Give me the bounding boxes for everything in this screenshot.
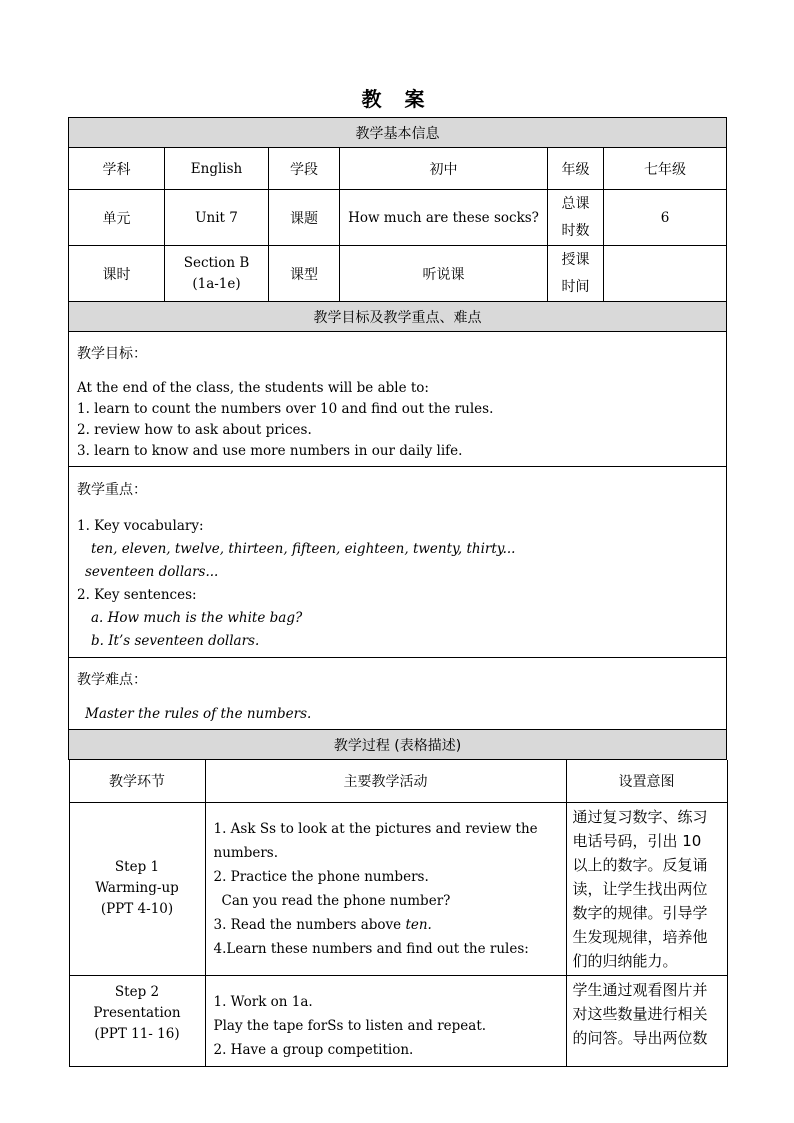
- activity-text: 3. Read the numbers above: [213, 916, 402, 933]
- goal-line: 2. review how to ask about prices.: [77, 422, 312, 438]
- label-grade: 年级: [548, 148, 604, 190]
- value-subject: English: [165, 148, 269, 190]
- step1-name-line1: Step 1: [114, 859, 160, 875]
- goal-line: 3. learn to know and use more numbers in our daily life.: [77, 443, 463, 459]
- section-process: 教学过程 (表格描述): [69, 730, 727, 760]
- activity-line: [214, 913, 558, 937]
- value-unit: Unit 7: [165, 190, 269, 246]
- label-total-hours-line1: 总课: [561, 195, 590, 212]
- difficult-points-heading: 教学难点：: [77, 672, 147, 688]
- activity-line: 1. Ask Ss to look at the pictures and review the: [213, 820, 538, 837]
- label-topic: 课题: [269, 190, 340, 246]
- step1-activities: [205, 802, 566, 975]
- value-period-line2: (1a-1e): [192, 275, 241, 292]
- label-class-time: [548, 246, 604, 302]
- step2-intent-text: 学生通过观看图片并对这些数量进行相关的问答。导出两位数: [572, 980, 708, 1047]
- value-grade: 七年级: [604, 148, 727, 190]
- activity-line: 2. Have a group competition.: [213, 1041, 414, 1058]
- step2-name: [69, 975, 205, 1066]
- step2-activities: [205, 975, 566, 1066]
- step1-name-line3: (PPT 4-10): [100, 901, 174, 917]
- value-total-hours: 6: [604, 190, 727, 246]
- process-table: [69, 760, 728, 1067]
- section-objectives: 教学目标及教学重点、难点: [69, 302, 727, 332]
- goal-line: 1. learn to count the numbers over 10 and find out the rules.: [77, 401, 494, 417]
- key-points-heading: 教学重点：: [77, 482, 147, 498]
- difficult-point-line: Master the rules of the numbers.: [85, 706, 312, 722]
- process-container: [69, 760, 727, 1067]
- activity-line: Can you read the phone number?: [221, 892, 451, 909]
- teaching-goals-block: [69, 332, 727, 467]
- value-period-line1: Section B: [183, 254, 250, 271]
- key-sentence: a. How much is the white bag?: [91, 610, 303, 626]
- header-intent: 设置意图: [566, 760, 727, 802]
- key-vocab-line: seventeen dollars...: [85, 564, 219, 580]
- label-lesson-type: 课型: [269, 246, 340, 302]
- step2-name-line1: Step 2: [114, 983, 160, 1000]
- step1-name: [69, 802, 205, 975]
- goal-line: At the end of the class, the students will be able to:: [77, 380, 429, 396]
- lesson-plan-table: [68, 117, 727, 1067]
- header-stage: 教学环节: [69, 760, 205, 802]
- activity-line: 4.Learn these numbers and find out the rules:: [213, 940, 529, 957]
- value-class-time: [604, 246, 727, 302]
- section-basic-info: 教学基本信息: [69, 118, 727, 148]
- label-subject: 学科: [69, 148, 165, 190]
- step1-intent: 通过复习数字、练习电话号码，引出 10 以上的数字。反复诵读，让学生找出两位数字的规律。引导学生发现规律，培养他们的归纳能力。: [566, 802, 727, 975]
- key-sentence: b. It’s seventeen dollars.: [91, 633, 260, 649]
- key-points-block: [69, 467, 727, 658]
- value-topic: How much are these socks?: [340, 190, 548, 246]
- label-class-time-line2: 时间: [561, 278, 590, 295]
- value-period: [165, 246, 269, 302]
- step1-name-line2: Warming-up: [95, 880, 179, 896]
- key-vocab-line: ten, eleven, twelve, thirteen, fifteen, eighteen, twenty, thirty...: [91, 541, 516, 557]
- label-period: 课时: [69, 246, 165, 302]
- step2-intent: [566, 975, 727, 1066]
- label-class-time-line1: 授课: [561, 251, 590, 268]
- activity-italic-word: ten.: [405, 916, 432, 933]
- step2-name-line2: Presentation: [93, 1004, 181, 1021]
- difficult-points-block: [69, 658, 727, 730]
- key-vocab-label: 1. Key vocabulary:: [77, 518, 204, 534]
- label-stage: 学段: [269, 148, 340, 190]
- key-sentences-label: 2. Key sentences:: [77, 587, 197, 603]
- label-unit: 单元: [69, 190, 165, 246]
- activity-line: 1. Work on 1a.: [213, 993, 313, 1010]
- value-lesson-type: 听说课: [340, 246, 548, 302]
- teaching-goals-heading: 教学目标：: [77, 346, 147, 362]
- document-title: 教 案: [361, 87, 433, 111]
- activity-line: numbers.: [213, 844, 278, 861]
- activity-line: Play the tape forSs to listen and repeat.: [213, 1017, 487, 1034]
- header-activities: 主要教学活动: [205, 760, 566, 802]
- label-total-hours-line2: 时数: [561, 222, 590, 239]
- value-stage: 初中: [340, 148, 548, 190]
- step2-name-line3: (PPT 11- 16): [94, 1025, 180, 1042]
- label-total-hours: [548, 190, 604, 246]
- activity-line: 2. Practice the phone numbers.: [213, 868, 429, 885]
